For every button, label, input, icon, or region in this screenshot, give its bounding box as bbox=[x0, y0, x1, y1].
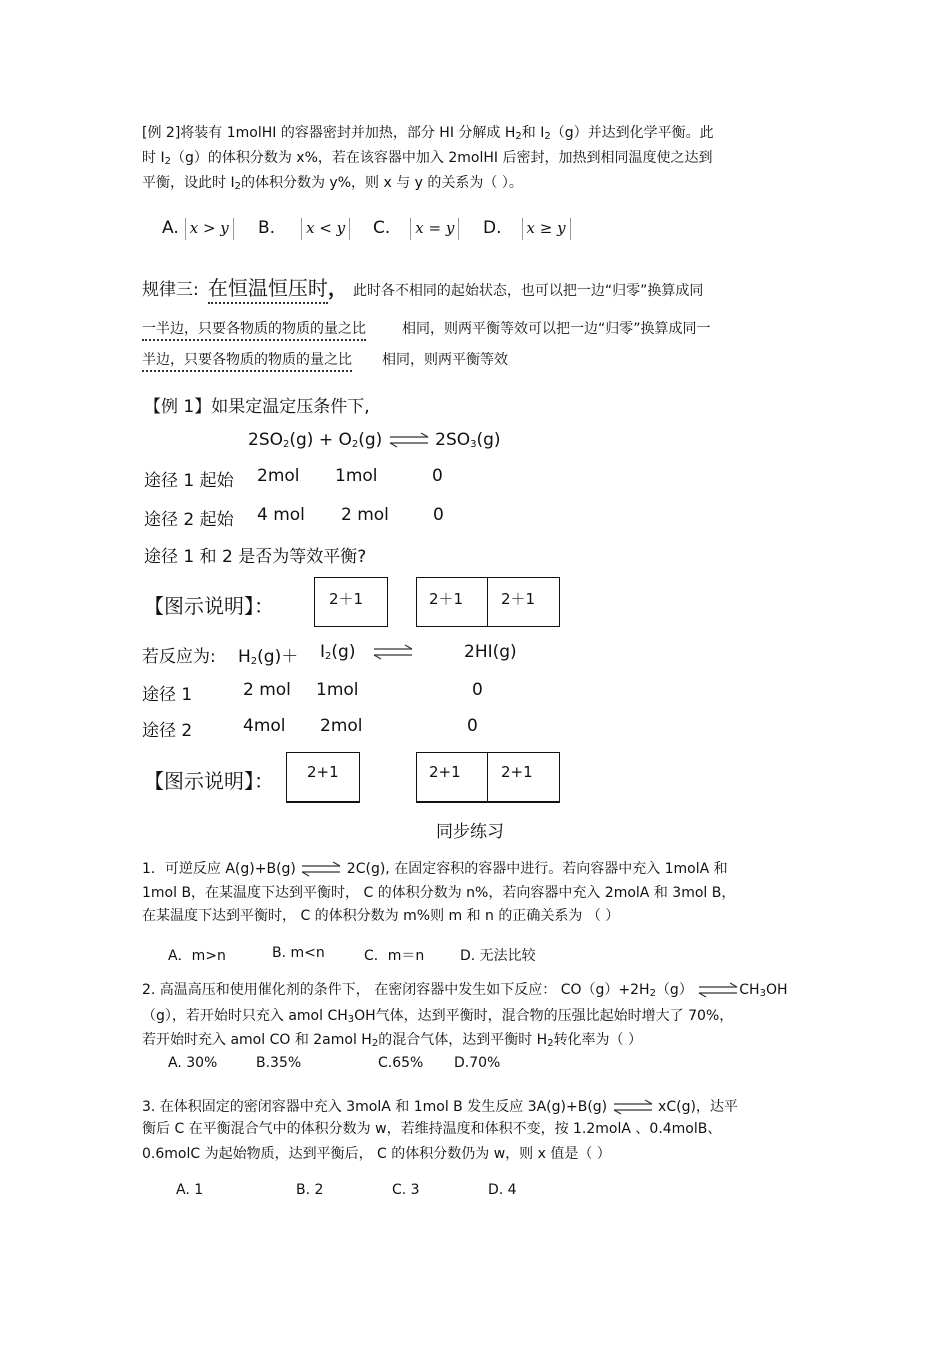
diagram-label-2: 【图示说明】： bbox=[144, 769, 274, 793]
diagram-box-single-2: 2+1 bbox=[286, 752, 360, 803]
equilibrium-arrow-icon bbox=[372, 644, 414, 660]
practice-heading: 同步练习 bbox=[436, 822, 504, 842]
q2-options: A. 30% B.35% C.65% D.70% bbox=[168, 1055, 501, 1071]
diagram-box-double-2: 2+1 2+1 bbox=[416, 752, 560, 803]
hi-equation: 若反应为: $H_2(g)+$ $I_2(g)$ 2HI(g) bbox=[142, 642, 517, 667]
example1-path1: 途径 1 起始 2mol 1mol 0 bbox=[144, 466, 443, 491]
hi-path1: 途径 1 2 mol 1mol 0 bbox=[142, 680, 483, 705]
equilibrium-arrow-icon bbox=[612, 1099, 654, 1115]
equilibrium-arrow-icon bbox=[300, 861, 342, 877]
diagram-box-double-1: 2＋1 2＋1 bbox=[416, 577, 560, 627]
diagram-label-1: 【图示说明】： bbox=[144, 594, 274, 618]
rule3-line1: 规律三: 在恒温恒压时， 此时各不相同的起始状态，也可以把一边“归零”换算成同 bbox=[142, 272, 703, 301]
q1-line1: 1．可逆反应 A(g)+B(g) 2C(g), 在固定容积的容器中进行。若向容器中充入 1molA 和 bbox=[142, 861, 728, 877]
q3-line1: 3. 在体积固定的密闭容器中充入 3molA 和 1mol B 发生反应 3A(g)+B(g) xC(g)，达平 bbox=[142, 1099, 738, 1115]
q1-options: A．m>n B. m<n C．m＝n D. 无法比较 bbox=[168, 945, 536, 964]
rule3-line2: 一半边，只要各物质的物质的量之比 相同，则两平衡等效可以把一边“归零”换算成同一 bbox=[142, 318, 711, 338]
example2-line2: 时 $I_2(g)$的体积分数为 x%，若在该容器中加入 2molHI 后密封，加热到相同温度使之达到 bbox=[142, 150, 713, 167]
q1-line3: 在某温度下达到平衡时， C 的体积分数为 m%则 m 和 n 的正确关系为 （ ） bbox=[142, 908, 620, 924]
example2-line1: [例 2]将装有 1molHI 的容器密封并加热，部分 HI 分解成 $H_2$和 $I_2(g)$并达到化学平衡。此 bbox=[142, 125, 714, 142]
diagram-box-single-1: 2＋1 bbox=[314, 577, 388, 627]
rule3-line3: 半边，只要各物质的物质的量之比 相同，则两平衡等效 bbox=[142, 349, 508, 369]
q2-line1: 2. 高温高压和使用催化剂的条件下， 在密闭容器中发生如下反应： $CO(g)+2H_2(g)$ $CH_3OH$ bbox=[142, 982, 788, 999]
q3-line3: 0.6molC 为起始物质，达到平衡后， C 的体积分数仍为 w，则 x 值是（ ） bbox=[142, 1146, 611, 1162]
example1-path2: 途径 2 起始 4 mol 2 mol 0 bbox=[144, 505, 444, 530]
example2-option-d: D. x ≥ y bbox=[483, 218, 571, 240]
example1-equation: $2SO_2(g) + O_2(g)$ $2SO_3(g)$ bbox=[248, 430, 501, 450]
q2-line2: （g），若开始时只充入 amol $CH_3OH$气体，达到平衡时，混合物的压强比起始时增大了 70%， bbox=[142, 1008, 734, 1025]
example1-question: 途径 1 和 2 是否为等效平衡? bbox=[144, 547, 367, 567]
q2-line3: 若开始时充入 amol CO 和 2amol $H_2$的混合气体，达到平衡时 $H_2$转化率为（ ） bbox=[142, 1032, 643, 1049]
q3-options: A. 1 B. 2 C. 3 D. 4 bbox=[176, 1182, 517, 1198]
equilibrium-arrow-icon bbox=[388, 432, 430, 448]
example2-line3: 平衡，设此时 $I_2$的体积分数为 y%，则 x 与 y 的关系为（ ）。 bbox=[142, 175, 523, 192]
example1-title: 【例 1】如果定温定压条件下, bbox=[144, 397, 370, 417]
equilibrium-arrow-icon bbox=[697, 982, 739, 998]
hi-path2: 途径 2 4mol 2mol 0 bbox=[142, 716, 478, 741]
q1-line2: 1mol B，在某温度下达到平衡时， C 的体积分数为 n%，若向容器中充入 2molA 和 3mol B， bbox=[142, 885, 736, 901]
example2-option-c: C. x = y bbox=[373, 218, 459, 240]
example2-option-b: B. x < y bbox=[258, 218, 350, 240]
q3-line2: 衡后 C 在平衡混合气中的体积分数为 w，若维持温度和体积不变，按 1.2molA 、0.4molB、 bbox=[142, 1121, 722, 1137]
example2-option-a: A. x > y bbox=[162, 218, 234, 240]
